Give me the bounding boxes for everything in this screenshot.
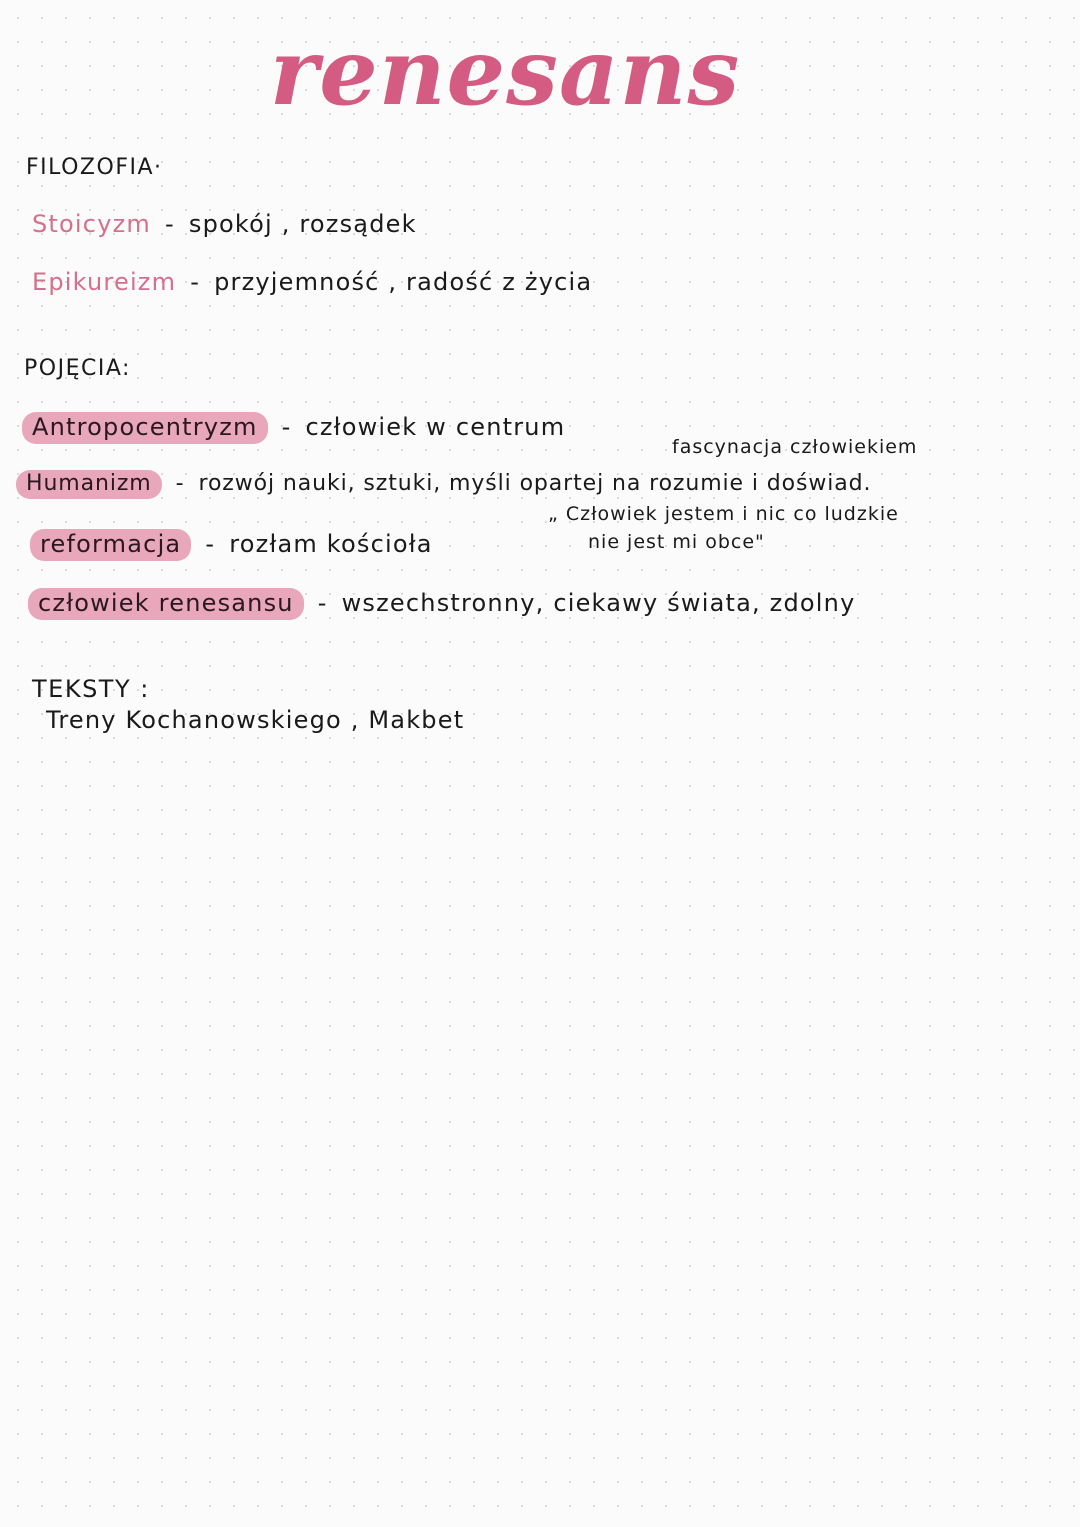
concept-item-humanism [16, 471, 871, 496]
dash: - [175, 471, 185, 496]
term-stoicism: Stoicyzm [32, 210, 151, 238]
philosophy-item-epicureanism [32, 268, 592, 296]
concept-item-renaissance-man [28, 589, 855, 617]
texts-list: Treny Kochanowskiego , Makbet [46, 706, 465, 734]
section-heading-teksty: TEKSTY : [32, 675, 150, 703]
definition-epicureanism: przyjemność , radość z życia [214, 268, 593, 296]
quote-line-2: nie jest mi obce" [588, 531, 765, 553]
term-reformation: reformacja [30, 529, 191, 561]
definition-anthropocentrism: człowiek w centrum [305, 413, 566, 441]
dash: - [164, 210, 175, 238]
page-title: renesans [269, 18, 741, 126]
dash: - [317, 589, 328, 617]
philosophy-item-stoicism [32, 210, 417, 238]
section-heading-pojecia: POJĘCIA: [24, 356, 131, 381]
term-renaissance-man: człowiek renesansu [28, 588, 304, 620]
term-humanism: Humanizm [16, 470, 162, 499]
definition-stoicism: spokój , rozsądek [188, 210, 417, 238]
section-heading-filozofia: FILOZOFIA· [26, 155, 163, 180]
quote-line-1: „ Człowiek jestem i nic co ludzkie [548, 503, 899, 525]
dash: - [190, 268, 201, 296]
dash: - [281, 413, 292, 441]
concept-item-reformation [30, 530, 433, 558]
definition-renaissance-man: wszechstronny, ciekawy świata, zdolny [341, 589, 856, 617]
concept-item-anthropocentrism [22, 413, 565, 441]
dash: - [205, 530, 216, 558]
definition-humanism: rozwój nauki, sztuki, myśli opartej na rozumie i doświad. [198, 471, 872, 496]
annotation-fascination: fascynacja człowiekiem [672, 436, 918, 458]
term-anthropocentrism: Antropocentryzm [22, 412, 268, 444]
definition-reformation: rozłam kościoła [229, 530, 433, 558]
term-epicureanism: Epikureizm [32, 268, 177, 296]
